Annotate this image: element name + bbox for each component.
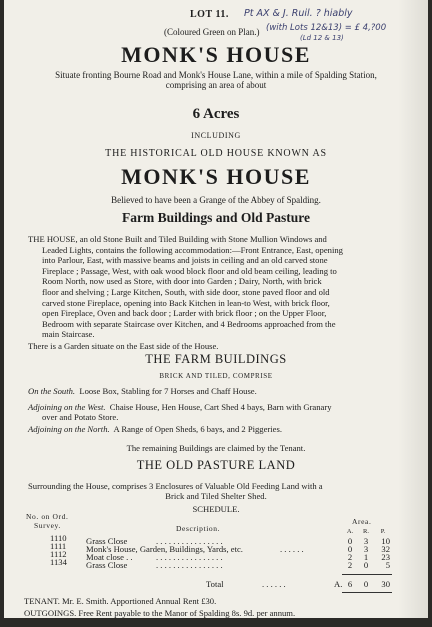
- situation-line-2: comprising an area of about: [165, 80, 267, 90]
- total-rule: [342, 574, 392, 575]
- row-acres: 0: [347, 536, 353, 546]
- brick-tiled-label: BRICK AND TILED, COMPRISE: [159, 372, 273, 380]
- col-r-header: R.: [363, 528, 369, 535]
- handwritten-note-1: Pt AX & J. Ruil. ? hiably: [244, 8, 353, 19]
- garden-note: There is a Garden situate on the East side of the House.: [28, 341, 219, 351]
- house-line: Leaded Lights, contains the following accommodation:—Front Entrance, East, opening: [42, 244, 343, 255]
- house-line: main Staircase.: [42, 329, 95, 340]
- row-leader-dots: . . . . . . . . . . . . . . . .: [156, 560, 223, 570]
- farm-heading: Farm Buildings and Old Pasture: [121, 210, 311, 225]
- row-acres: 0: [347, 544, 353, 554]
- north-line: [28, 424, 282, 435]
- row-description: Monk's House, Garden, Buildings, Yards, etc.: [86, 544, 243, 554]
- north-text: A Range of Open Sheds, 6 bays, and 2 Piggeries.: [113, 424, 282, 434]
- tenant-line: TENANT. Mr. E. Smith. Apportioned Annual Rent £30.: [24, 596, 217, 606]
- handwritten-note-2: (with Lots 12&13) = £ 4,?00: [266, 23, 387, 33]
- col-p-header: P.: [380, 528, 386, 535]
- row-leader-dots: . . . . . . . . . . . . . . . .: [156, 552, 223, 562]
- house-line: floor and shelving ; Large Kitchen, South, with side door, stone paved floor and old: [42, 286, 330, 297]
- south-line: [28, 386, 257, 397]
- colour-note: (Coloured Green on Plan.): [164, 27, 260, 37]
- house-line: Room North, now used as Store, with door into Garden ; Dairy, North, with brick: [42, 276, 322, 287]
- total-acres: 6: [347, 579, 353, 589]
- outgoings-line: OUTGOINGS. Free Rent payable to the Manor of Spalding 8s. 9d. per annum.: [24, 608, 296, 618]
- col-no-header-1: No. on Ord.: [26, 512, 69, 521]
- row-description: Moat close . .: [86, 552, 133, 562]
- row-description: Grass Close: [86, 536, 128, 546]
- lot-number: LOT 11.: [190, 9, 229, 20]
- house-line: into Parlour, East, with massive beams and joists in ceiling and an old carved stone: [42, 255, 328, 266]
- row-roods: 3: [363, 544, 369, 554]
- row-perches: 5: [385, 560, 390, 570]
- row-acres: 2: [347, 552, 353, 562]
- survey-number: 1110: [50, 533, 67, 543]
- main-title: MONK'S HOUSE: [121, 42, 311, 67]
- total-leader-dots: . . . . . .: [262, 579, 286, 589]
- col-a-header: A.: [346, 528, 354, 535]
- area-heading: 6 Acres: [192, 106, 240, 122]
- total-rule-bottom: [342, 592, 392, 593]
- row-perches: 23: [381, 552, 390, 562]
- house-description: [28, 234, 412, 340]
- row-roods: 3: [363, 536, 369, 546]
- row-description: Grass Close: [86, 560, 128, 570]
- row-perches: 10: [381, 536, 390, 546]
- west-label: Adjoining on the West.: [28, 402, 106, 412]
- historical-line: THE HISTORICAL OLD HOUSE KNOWN AS: [105, 148, 327, 159]
- north-label: Adjoining on the North.: [28, 424, 110, 434]
- house-line: THE HOUSE, an old Stone Built and Tiled Building with Stone Mullion Windows and: [28, 234, 327, 244]
- total-roods: 0: [363, 579, 369, 589]
- pasture-line-1: Surrounding the House, comprises 3 Enclosures of Valuable Old Feeding Land with a: [28, 481, 323, 491]
- pasture-line-2: Brick and Tiled Shelter Shed.: [165, 491, 267, 501]
- row-roods: 0: [363, 560, 369, 570]
- including-label: INCLUDING: [191, 131, 241, 140]
- col-no-header-2: Survey.: [34, 521, 61, 530]
- farm-buildings-heading: THE FARM BUILDINGS: [145, 352, 287, 366]
- schedule-heading: SCHEDULE.: [192, 504, 240, 514]
- survey-number: 1134: [50, 557, 67, 567]
- house-line: Bedroom with separate Staircase over Kitchen, and 4 Bedrooms approached from the: [42, 318, 336, 329]
- west-line: [28, 402, 332, 413]
- house-line: open Fireplace, Oven and back door ; Larder with brick floor ; on the Upper Floor,: [42, 308, 327, 319]
- total-prefix: A.: [334, 579, 343, 589]
- row-perches: 32: [381, 544, 390, 554]
- col-desc-header: Description.: [176, 524, 221, 533]
- row-roods: 1: [363, 552, 369, 562]
- secondary-title: MONK'S HOUSE: [121, 164, 311, 189]
- survey-number: 1112: [50, 549, 67, 559]
- remaining-note: The remaining Buildings are claimed by the Tenant.: [126, 443, 306, 453]
- col-area-header: Area.: [352, 517, 372, 526]
- survey-number: 1111: [50, 541, 67, 551]
- south-text: Loose Box, Stabling for 7 Horses and Chaff House.: [79, 386, 257, 396]
- handwritten-note-3: (Ld 12 & 13): [300, 34, 344, 42]
- west-text: Chaise House, Hen House, Cart Shed 4 bays, Barn with Granary: [109, 402, 332, 412]
- house-line: Fireplace ; Passage, West, with oak wood block floor and old beam ceiling, leading to: [42, 265, 337, 276]
- grange-note: Believed to have been a Grange of the Abbey of Spalding.: [111, 195, 321, 205]
- row-leader-dots: . . . . . .: [280, 544, 304, 554]
- situation-line-1: Situate fronting Bourne Road and Monk's House Lane, within a mile of Spalding Station,: [55, 70, 377, 80]
- total-label: Total: [206, 579, 224, 589]
- total-perches: 30: [381, 579, 390, 589]
- house-line: carved stone Fireplace, opening into Back Kitchen in lean-to West, with brick floor,: [42, 297, 330, 308]
- pasture-heading: THE OLD PASTURE LAND: [136, 458, 296, 472]
- row-leader-dots: . . . . . . . . . . . . . . . .: [156, 536, 223, 546]
- document-page: [4, 0, 428, 618]
- west-line-2: over and Potato Store.: [42, 412, 119, 422]
- south-label: On the South.: [28, 386, 76, 396]
- row-acres: 2: [347, 560, 353, 570]
